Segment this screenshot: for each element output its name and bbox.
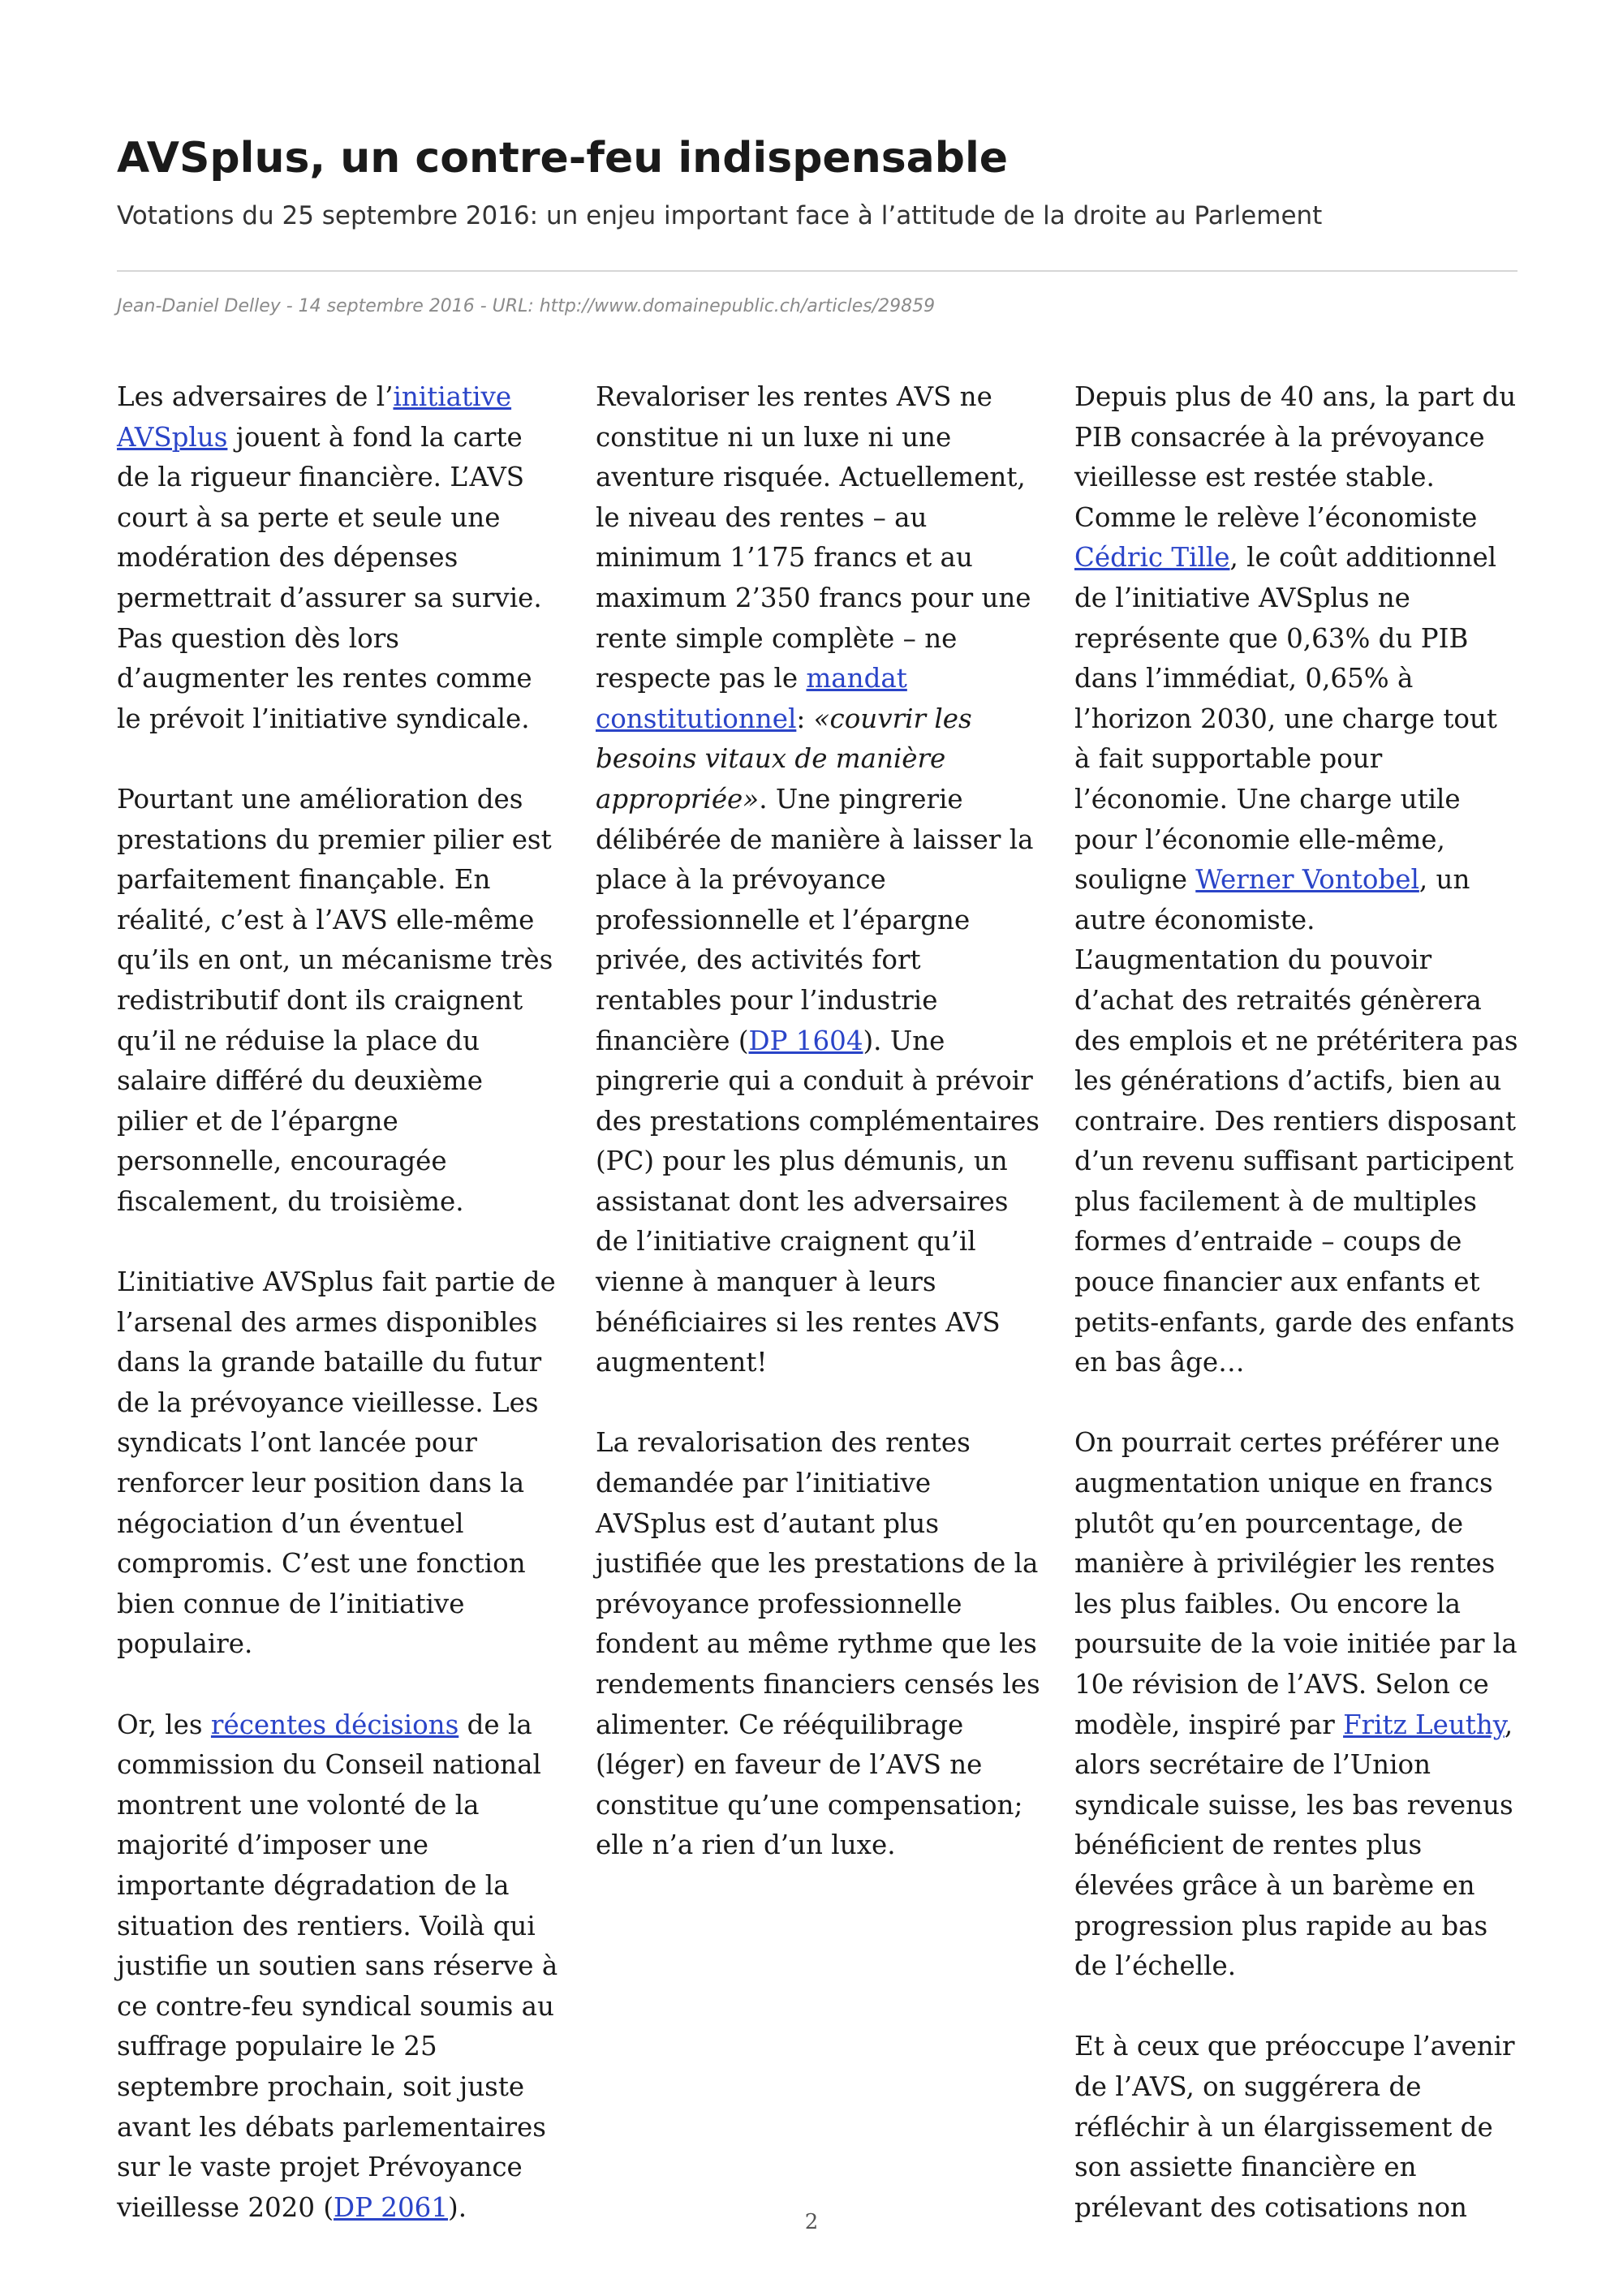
text-run: , alors secrétaire de l’Union syndicale suisse, les bas revenus bénéficient de rentes plus élevées grâce à un barème en progression plus rapide au bas de l’échelle. [1074,1709,1513,1982]
text-run: Revaloriser les rentes AVS ne constitue ni un luxe ni une aventure risquée. Actuellement, le niveau des rentes – au minimum 1’175 francs et au maximum 2’350 francs pour une rente simple complète – ne respecte pas le [596,381,1031,694]
text-run: Depuis plus de 40 ans, la part du PIB consacrée à la prévoyance vieillesse est restée stable. Comme le relève l’économiste [1074,381,1517,533]
text-run: ). [448,2191,467,2223]
article-title: AVSplus, un contre-feu indispensable [117,134,1009,183]
recentes-decisions-link[interactable]: récentes décisions [210,1709,459,1740]
werner-vontobel-link[interactable]: Werner Vontobel [1195,864,1419,896]
text-run: Or, les [117,1709,211,1740]
paragraph-1 [117,377,562,739]
text-run: On pourrait certes préférer une augmentation unique en francs plutôt qu’en pourcentage, de manière à privilégier les rentes les plus faibles. Ou encore la poursuite de la voie initiée par la 10e révision de l’AVS. Selon ce modèle, inspiré par [1074,1427,1518,1740]
paragraph-7 [1074,377,1519,1383]
article-meta: Jean-Daniel Delley - 14 septembre 2016 - URL: http://www.domainepublic.ch/articles/29859 [117,296,936,316]
initiative-avsplus-link[interactable]: initiative AVSplus [117,381,512,453]
fritz-leuthy-link[interactable]: Fritz Leuthy [1343,1709,1505,1740]
paragraph-4 [117,1705,562,2229]
dp-1604-link[interactable]: DP 1604 [748,1025,863,1056]
text-run: . Une pingrerie délibérée de manière à laisser la place à la prévoyance professionnelle et l’épargne privée, des activités fort rentables pour l’industrie financière ( [596,783,1034,1056]
text-run: : [796,703,814,734]
text-run: ). Une pingrerie qui a conduit à prévoir des prestations complémentaires (PC) pour les plus démunis, un assistanat dont les adversaires de l’initiative craignent qu’il vienne à manquer à leurs bénéficiaires si les rentes AVS augmentent! [596,1025,1040,1378]
paragraph-9: Et à ceux que préoccupe l’avenir de l’AVS, on suggérera de réfléchir à un élargissement de son assiette financière en prélevant des cotisations non [1074,2031,1515,2223]
page-number: 2 [804,2210,819,2234]
cedric-tille-link[interactable]: Cédric Tille [1074,542,1230,574]
text-run: de la commission du Conseil national montrent une volonté de la majorité d’imposer une importante dégradation de la situation des rentiers. Voilà qui justifie un soutien sans réserve à ce contre-feu syndical soumis au suffrage populaire le 25 septembre prochain, soit juste avant les débats parlementaires sur le vaste projet Prévoyance vieillesse 2020 ( [117,1709,558,2223]
text-run: jouent à fond la carte de la rigueur financière. L’AVS court à sa perte et seule une modération des dépenses permettrait d’assurer sa survie. Pas question dès lors d’augmenter les rentes comme le prévoit l’initiative syndicale. [117,421,542,734]
paragraph-3: L’initiative AVSplus fait partie de l’arsenal des armes disponibles dans la grande bataille du futur de la prévoyance vieillesse. Les syndicats l’ont lancée pour renforcer leur position dans la négociation d’un éventuel compromis. C’est une fonction bien connue de l’initiative populaire. [117,1266,556,1660]
text-column-2 [596,377,1040,2180]
paragraph-2: Pourtant une amélioration des prestations du premier pilier est parfaitement finançable. En réalité, c’est à l’AVS elle-même qu’ils en ont, un mécanisme très redistributif dont ils craignent qu’il ne réduise la place du salaire différé du deuxième pilier et de l’épargne personnelle, encouragée fiscalement, du troisième. [117,783,553,1217]
mandat-constitutionnel-link[interactable]: mandat constitutionnel [596,663,907,734]
text-column-3 [1074,377,1519,2223]
text-run: , un autre économiste. L’augmentation du pouvoir d’achat des retraités génèrera des emplois et ne prétéritera pas les générations d’actifs, bien au contraire. Des rentiers disposant d’un revenu suffisant participent plus facilement à de multiples formes d’entraide – coups de pouce financier aux enfants et petits-enfants, garde des enfants en bas âge… [1074,864,1518,1378]
paragraph-6: La revalorisation des rentes demandée par l’initiative AVSplus est d’autant plus justifiée que les prestations de la prévoyance professionnelle fondent au même rythme que les rendements financiers censés les alimenter. Ce rééquilibrage (léger) en faveur de l’AVS ne constitue qu’une compensation; elle n’a rien d’un luxe. [596,1427,1040,1861]
dp-2061-link[interactable]: DP 2061 [334,2191,449,2223]
constitution-quote: «couvrir les besoins vitaux de manière appropriée» [596,703,972,815]
paragraph-5 [596,377,1040,1383]
article-subtitle: Votations du 25 septembre 2016: un enjeu important face à l’attitude de la droite au Parlement [117,201,1323,230]
text-run: , le coût additionnel de l’initiative AVSplus ne représente que 0,63% du PIB dans l’immédiat, 0,65% à l’horizon 2030, une charge tout à fait supportable pour l’économie. Une charge utile pour l’économie elle-même, souligne [1074,542,1497,896]
paragraph-8 [1074,1423,1519,1986]
header-divider [117,270,1518,272]
text-column-1 [117,377,562,2223]
text-run: Les adversaires de l’ [117,381,394,412]
